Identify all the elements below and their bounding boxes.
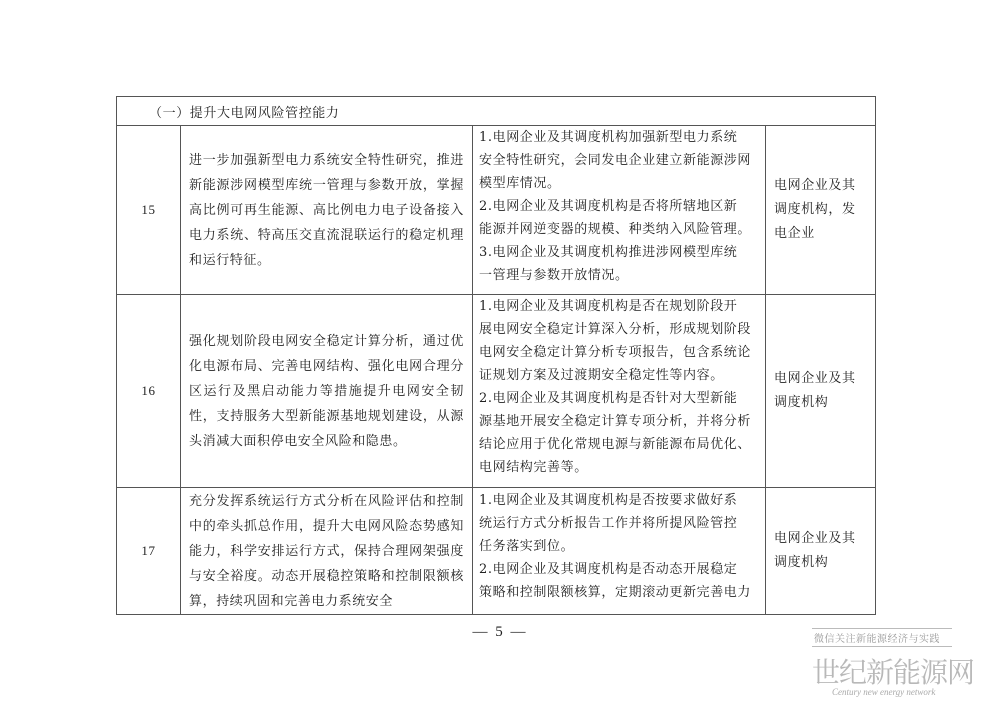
check-line: 2.电网企业及其调度机构是否将所辖地区新 (479, 199, 738, 214)
page-number: — 5 — (472, 624, 528, 640)
check-line: 策略和控制限额核算，定期滚动更新完善电力 (479, 585, 752, 600)
section-title: （一）提升大电网风险管控能力 (117, 97, 876, 126)
row-number: 16 (117, 295, 181, 488)
check-line: 任务落实到位。 (479, 539, 575, 554)
responsible-party: 电网企业及其调度机构，发电企业 (766, 126, 876, 295)
watermark-brand: 世纪新能源网 (812, 656, 975, 689)
check-line: 2.电网企业及其调度机构是否针对大型新能 (479, 391, 738, 406)
responsible-party: 电网企业及其调度机构 (766, 295, 876, 488)
check-line: 2.电网企业及其调度机构是否动态开展稳定 (479, 562, 738, 577)
check-line: 源基地开展安全稳定计算专项分析，并将分析 (479, 414, 752, 429)
table-row (117, 295, 876, 488)
check-line: 模型库情况。 (479, 176, 561, 191)
table-row (117, 126, 876, 295)
check-line: 电网结构完善等。 (479, 460, 588, 475)
check-list (473, 126, 766, 295)
check-line: 1.电网企业及其调度机构加强新型电力系统 (479, 130, 738, 145)
check-line: 安全特性研究，会同发电企业建立新能源涉网 (479, 153, 752, 168)
check-line: 一管理与参数开放情况。 (479, 268, 629, 283)
check-list (473, 295, 766, 488)
watermark-subtitle: Century new energy network (832, 687, 936, 697)
row-number: 17 (117, 488, 181, 615)
check-line: 展电网安全稳定计算深入分析，形成规划阶段 (479, 322, 752, 337)
responsible-party: 电网企业及其调度机构 (766, 488, 876, 615)
watermark (812, 628, 975, 697)
check-line: 电网安全稳定计算分析专项报告，包含系统论 (479, 345, 752, 360)
policy-table (116, 96, 876, 615)
check-list (473, 488, 766, 615)
measure-text: 强化规划阶段电网安全稳定计算分析，通过优化电源布局、完善电网结构、强化电网合理分区运行及黑启动能力等措施提升电网安全韧性，支持服务大型新能源基地规划建设，从源头消减大面积停电安全风险和隐患。 (181, 295, 473, 488)
check-line: 3.电网企业及其调度机构推进涉网模型库统 (479, 245, 738, 260)
row-number: 15 (117, 126, 181, 295)
table-row (117, 488, 876, 615)
measure-text: 进一步加强新型电力系统安全特性研究，推进新能源涉网模型库统一管理与参数开放，掌握高比例可再生能源、高比例电力电子设备接入电力系统、特高压交直流混联运行的稳定机理和运行特征。 (181, 126, 473, 295)
section-row (117, 97, 876, 126)
watermark-tagline: 微信关注新能源经济与实践 (812, 628, 952, 647)
check-line: 结论应用于优化常规电源与新能源布局优化、 (479, 437, 752, 452)
check-line: 1.电网企业及其调度机构是否在规划阶段开 (479, 299, 738, 314)
check-line: 1.电网企业及其调度机构是否按要求做好系 (479, 493, 738, 508)
check-line: 证规划方案及过渡期安全稳定性等内容。 (479, 368, 724, 383)
check-line: 统运行方式分析报告工作并将所提风险管控 (479, 516, 738, 531)
check-line: 能源并网逆变器的规模、种类纳入风险管理。 (479, 222, 752, 237)
measure-text: 充分发挥系统运行方式分析在风险评估和控制中的牵头抓总作用，提升大电网风险态势感知能力，科学安排运行方式，保持合理网架强度与安全裕度。动态开展稳控策略和控制限额核算，持续巩固和完善电力系统安全 (181, 488, 473, 615)
